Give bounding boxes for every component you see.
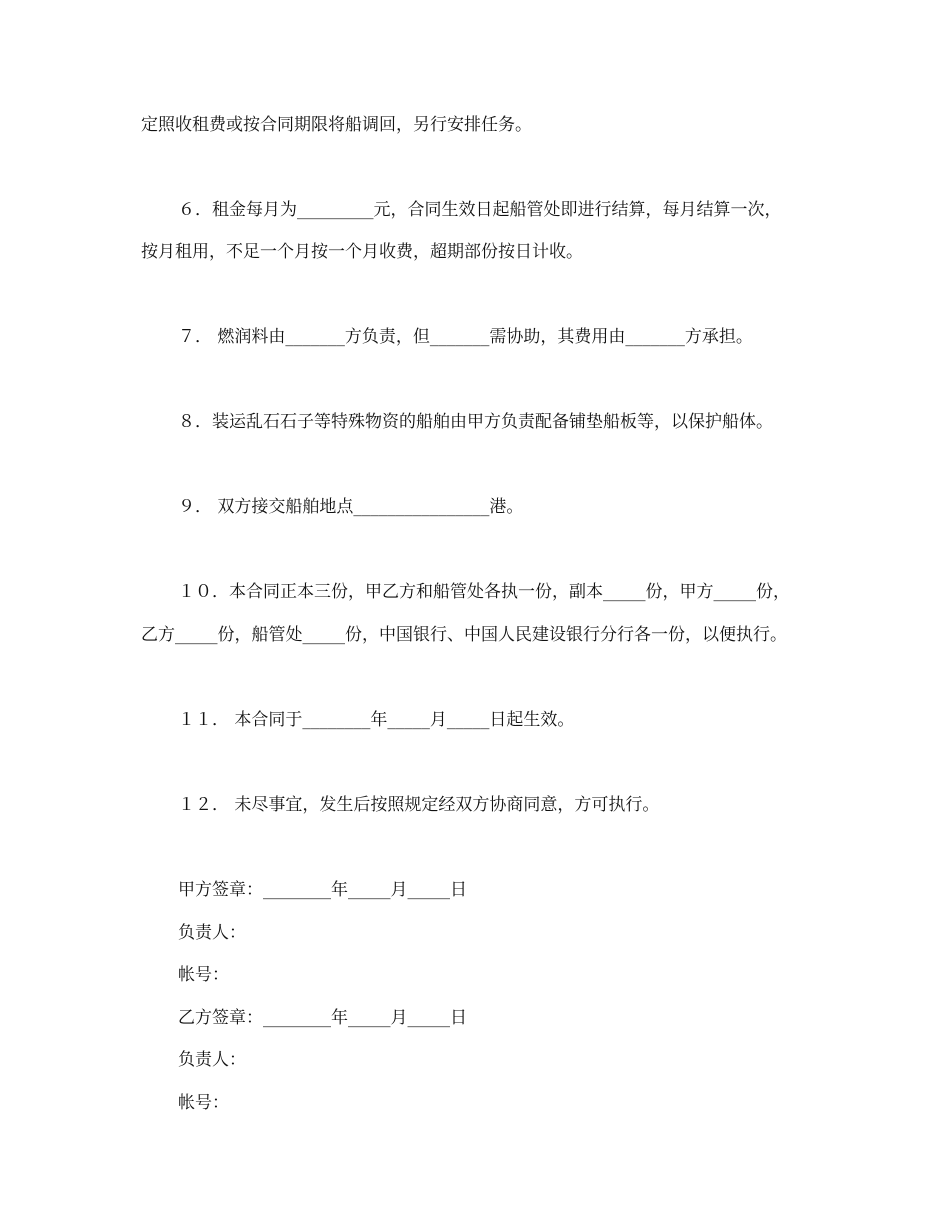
- clause-7: ７． 燃润料由_______方负责，但_______需协助，其费用由_______方承担。: [178, 327, 753, 347]
- party-b-responsible-person: 负责人：: [178, 1050, 246, 1070]
- party-a-account: 帐号：: [178, 965, 229, 985]
- party-a-responsible-person: 负责人：: [178, 923, 246, 943]
- clause-6-line-2: 按月租用，不足一个月按一个月收费，超期部份按日计收。: [141, 242, 583, 262]
- party-b-signature: 乙方签章：________年_____月_____日: [178, 1008, 467, 1028]
- text-line-continuation: 定照收租费或按合同期限将船调回，另行安排任务。: [141, 115, 532, 135]
- clause-6-line-1: ６．租金每月为_________元，合同生效日起船管处即进行结算，每月结算一次，: [178, 200, 782, 220]
- clause-11: １１． 本合同于________年_____月_____日起生效。: [178, 710, 575, 730]
- clause-10-line-2: 乙方_____份，船管处_____份，中国银行、中国人民建设银行分行各一份，以便执行。: [141, 625, 787, 645]
- clause-9: ９． 双方接交船舶地点________________港。: [178, 497, 524, 517]
- clause-8: ８．装运乱石石子等特殊物资的船舶由甲方负责配备铺垫船板等，以保护船体。: [178, 412, 773, 432]
- party-a-signature: 甲方签章：________年_____月_____日: [178, 880, 467, 900]
- clause-12: １２． 未尽事宜，发生后按照规定经双方协商同意，方可执行。: [178, 795, 660, 815]
- party-b-account: 帐号：: [178, 1093, 229, 1113]
- clause-10-line-1: １０．本合同正本三份，甲乙方和船管处各执一份，副本_____份，甲方_____份，: [178, 582, 790, 602]
